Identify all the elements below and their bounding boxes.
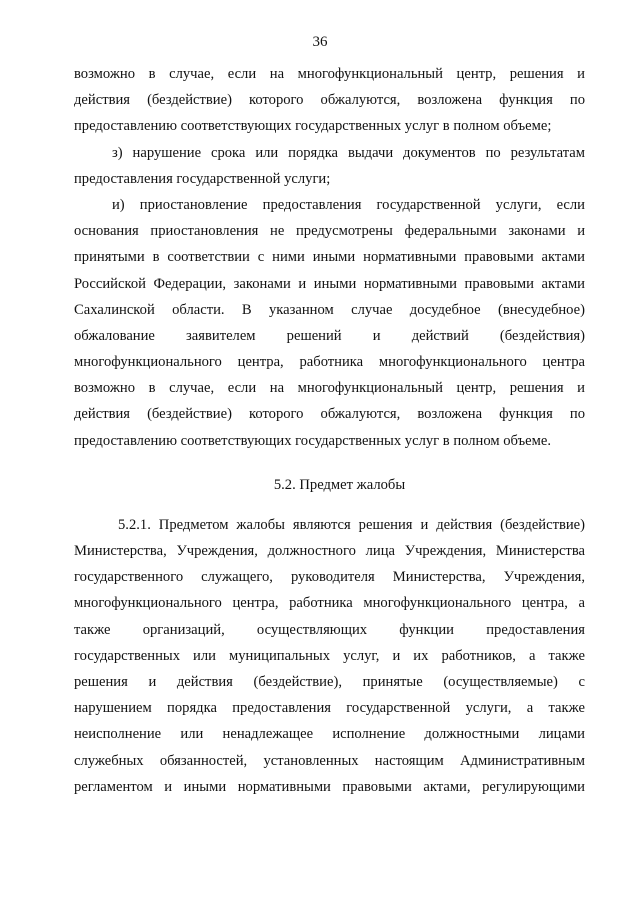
text-line: действия (бездействие) которого обжалуются, возложена функция по <box>74 406 585 423</box>
text-line: обжалование заявителем решений и действий (бездействия) <box>74 327 585 344</box>
text-line: многофункционального центра, работника многофункционального центра <box>74 354 585 371</box>
text-line: з) нарушение срока или порядка выдачи документов по результатам <box>112 144 585 161</box>
text-line: принятыми в соответствии с ними иными нормативными правовыми актами <box>74 249 585 266</box>
text-line: Министерства, Учреждения, должностного лица Учреждения, Министерства <box>74 543 585 559</box>
text-line: государственных или муниципальных услуг, и их работников, а также <box>74 647 585 664</box>
text-line: Российской Федерации, законами и иными нормативными правовыми актами <box>74 275 585 292</box>
text-line: 5.2.1. Предметом жалобы являются решения и действия (бездействие) <box>118 516 585 533</box>
section-heading: 5.2. Предмет жалобы <box>273 476 406 493</box>
page-number: 36 <box>312 34 328 50</box>
text-line: многофункционального центра, работника многофункционального центра, а <box>74 595 585 612</box>
text-line: Сахалинской области. В указанном случае досудебное (внесудебное) <box>74 301 585 318</box>
text-line: нарушением порядка предоставления государственной услуги, а также <box>74 700 585 717</box>
text-line: предоставления государственной услуги; <box>74 170 331 187</box>
text-line: также организаций, осуществляющих функции предоставления <box>74 621 585 638</box>
text-line: возможно в случае, если на многофункциональный центр, решения и <box>74 66 585 82</box>
text-line: предоставлению соответствующих государственных услуг в полном объеме. <box>74 432 551 449</box>
text-line: неисполнение или ненадлежащее исполнение должностными лицами <box>74 726 585 743</box>
text-line: основания приостановления не предусмотрены федеральными законами и <box>74 223 585 240</box>
text-line: возможно в случае, если на многофункциональный центр, решения и <box>74 380 585 397</box>
text-line: государственного служащего, руководителя Министерства, Учреждения, <box>74 569 585 586</box>
text-line: действия (бездействие) которого обжалуются, возложена функция по <box>74 92 585 109</box>
text-line: служебных обязанностей, установленных настоящим Административным <box>74 752 585 769</box>
text-line: регламентом и иными нормативными правовыми актами, регулирующими <box>74 778 585 795</box>
text-line: предоставлению соответствующих государственных услуг в полном объеме; <box>74 118 552 135</box>
text-line: решения и действия (бездействие), принятые (осуществляемые) с <box>74 673 585 690</box>
page-body <box>74 64 585 803</box>
text-line: и) приостановление предоставления государственной услуги, если <box>112 196 585 213</box>
